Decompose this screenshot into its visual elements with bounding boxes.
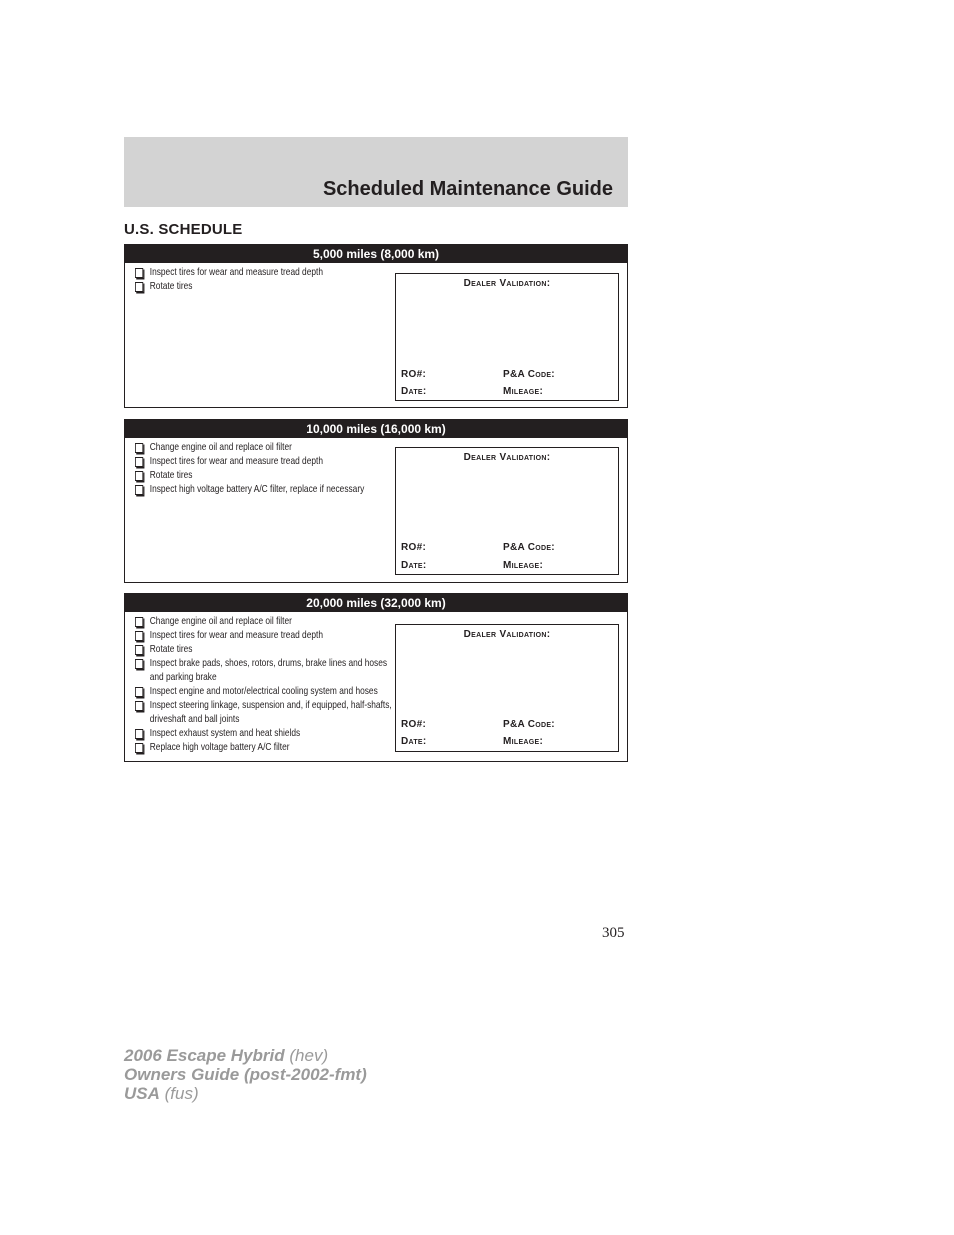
- task-item: [135, 685, 400, 699]
- task-label: Inspect exhaust system and heat shields: [149, 728, 301, 739]
- checkbox[interactable]: [135, 743, 143, 753]
- checkbox[interactable]: [135, 659, 143, 669]
- dealer-validation-box: [395, 624, 619, 752]
- dealer-validation-box: [395, 447, 619, 575]
- checkbox[interactable]: [135, 457, 143, 467]
- schedule-block: [124, 419, 628, 583]
- checkbox[interactable]: [135, 471, 143, 481]
- task-item: [135, 441, 400, 455]
- task-item: [135, 741, 400, 755]
- date-label: Date:: [401, 386, 427, 397]
- schedule-body: [125, 612, 627, 761]
- checkbox[interactable]: [135, 282, 143, 292]
- mileage-label: Mileage:: [503, 560, 544, 571]
- page-title: Scheduled Maintenance Guide: [322, 178, 613, 200]
- task-item: [135, 727, 400, 741]
- task-label: Change engine oil and replace oil filter: [149, 442, 292, 453]
- dealer-validation-title: Dealer Validation:: [463, 278, 551, 289]
- pa-code-label: P&A Code:: [503, 369, 555, 380]
- ro-label: RO#:: [401, 542, 427, 553]
- schedule-body: [125, 263, 627, 407]
- task-item: [135, 643, 400, 657]
- footer-model-code: (hev): [289, 1046, 329, 1065]
- dealer-validation-box: [395, 273, 619, 401]
- schedule-heading: 20,000 miles (32,000 km): [125, 594, 627, 612]
- checkbox[interactable]: [135, 701, 143, 711]
- mileage-label: Mileage:: [503, 386, 544, 397]
- task-label: Change engine oil and replace oil filter: [149, 616, 292, 627]
- task-item: [135, 699, 400, 727]
- schedule-heading: 10,000 miles (16,000 km): [125, 420, 627, 438]
- task-item: [135, 657, 400, 685]
- task-label: Inspect steering linkage, suspension and, if equipped, half-shafts, driveshaft and ball joints: [149, 700, 392, 725]
- dealer-validation-title: Dealer Validation:: [463, 629, 551, 640]
- checkbox[interactable]: [135, 645, 143, 655]
- task-label: Inspect tires for wear and measure tread depth: [149, 630, 323, 641]
- task-item: [135, 455, 400, 469]
- schedule-block: [124, 244, 628, 408]
- footer-line-1: [124, 1046, 367, 1065]
- footer-line-2: [124, 1065, 367, 1084]
- pa-code-label: P&A Code:: [503, 542, 555, 553]
- checkbox[interactable]: [135, 631, 143, 641]
- task-item: [135, 483, 400, 497]
- task-list: [135, 441, 390, 497]
- footer-market: USA: [124, 1084, 160, 1103]
- task-label: Inspect engine and motor/electrical cooling system and hoses: [149, 686, 378, 697]
- mileage-label: Mileage:: [503, 736, 544, 747]
- checkbox[interactable]: [135, 443, 143, 453]
- schedule-heading: 5,000 miles (8,000 km): [125, 245, 627, 263]
- footer-model: 2006 Escape Hybrid: [124, 1046, 285, 1065]
- task-label: Inspect brake pads, shoes, rotors, drums, brake lines and hoses and parking brake: [149, 658, 388, 683]
- ro-label: RO#:: [401, 719, 427, 730]
- task-item: [135, 280, 400, 294]
- document-footer: [124, 1046, 367, 1103]
- section-title: U.S. SCHEDULE: [124, 221, 243, 238]
- task-label: Inspect tires for wear and measure tread depth: [149, 267, 323, 278]
- task-label: Inspect high voltage battery A/C filter, replace if necessary: [149, 484, 365, 495]
- task-item: [135, 615, 400, 629]
- checkbox[interactable]: [135, 729, 143, 739]
- checkbox[interactable]: [135, 617, 143, 627]
- task-list: [135, 615, 390, 755]
- checkbox[interactable]: [135, 687, 143, 697]
- task-label: Rotate tires: [149, 281, 193, 292]
- task-label: Rotate tires: [149, 644, 193, 655]
- task-item: [135, 629, 400, 643]
- schedule-body: [125, 438, 627, 582]
- task-label: Replace high voltage battery A/C filter: [149, 742, 290, 753]
- footer-market-code: (fus): [164, 1084, 199, 1103]
- pa-code-label: P&A Code:: [503, 719, 555, 730]
- checkbox[interactable]: [135, 268, 143, 278]
- task-item: [135, 469, 400, 483]
- footer-line-3: [124, 1084, 367, 1103]
- task-list: [135, 266, 390, 294]
- page-number: 305: [602, 925, 625, 941]
- date-label: Date:: [401, 560, 427, 571]
- dealer-validation-title: Dealer Validation:: [463, 452, 551, 463]
- header-band: [124, 137, 628, 207]
- task-label: Rotate tires: [149, 470, 193, 481]
- footer-guide: Owners Guide (post-2002-fmt): [124, 1065, 367, 1084]
- ro-label: RO#:: [401, 369, 427, 380]
- task-label: Inspect tires for wear and measure tread depth: [149, 456, 323, 467]
- date-label: Date:: [401, 736, 427, 747]
- task-item: [135, 266, 400, 280]
- schedule-block: [124, 593, 628, 762]
- checkbox[interactable]: [135, 485, 143, 495]
